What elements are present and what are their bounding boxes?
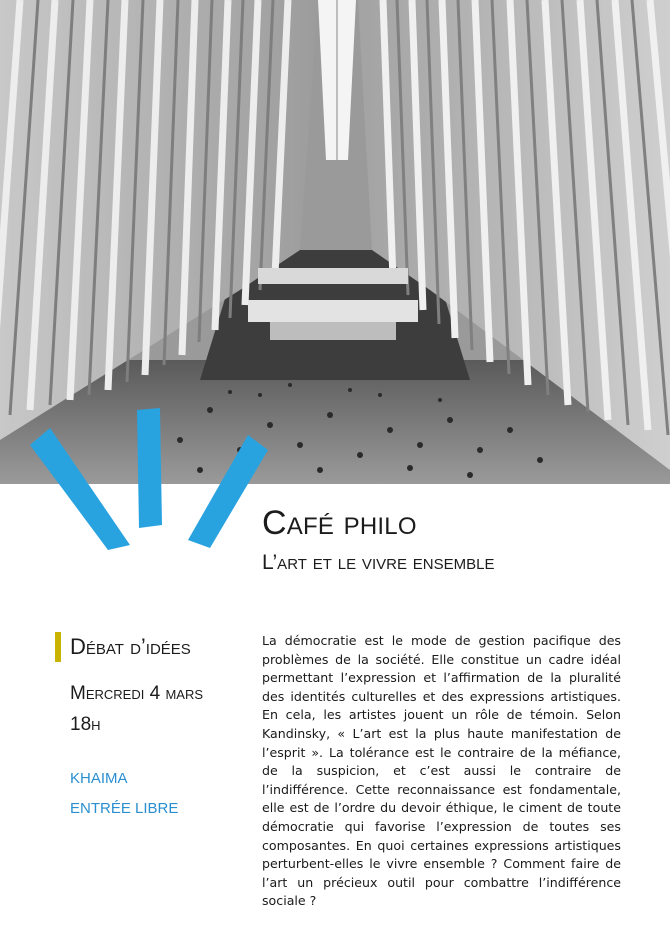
event-description: La démocratie est le mode de gestion pacifique des problèmes de la société. Elle constitue un cadre idéal permettant l’expression et l’affirmation de la pluralité des identités culturelles et des expressions artistiques. En cela, les artistes jouent un rôle de témoin. Selon Kandinsky, « L’art est la plus haute manifestation de l’esprit ». La tolérance est le contraire de la méfiance, de la suspicion, et c’est aussi le contraire de l’indifférence. Cette reconnaissance est fondamentale, elle est de l’ordre du devoir éthique, le ciment de toute démocratie qui favorise l’expression de toutes ses composantes. En quoi certaines expressions artistiques perturbent-elles le vivre ensemble ? Comment faire de l’art un précieux outil pour combattre l’indifférence sociale ? [262,633,621,909]
category-label: Débat d’idées [70,634,191,659]
event-title: Café philo [262,504,417,542]
event-time: 18h [70,714,101,735]
event-info [55,632,245,824]
event-day: Mercredi 4 mars [70,683,204,704]
event-date [70,678,245,740]
category-accent-bar [55,632,61,662]
event-location [70,764,245,824]
event-title-block [262,503,662,577]
entry-info: ENTRÉE LIBRE [70,800,179,817]
venue-name: KHAIMA [70,770,128,787]
event-subtitle: L’art et le vivre ensemble [262,551,495,574]
category-heading [55,632,245,662]
rays-logo-icon [20,400,280,560]
